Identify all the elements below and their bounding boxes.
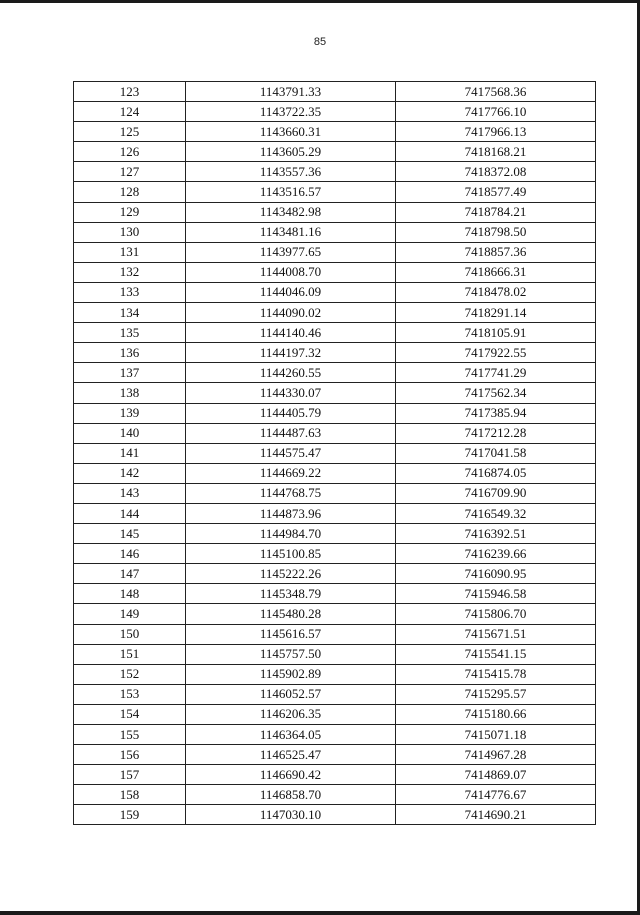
- coordinates-table-body: [74, 82, 596, 825]
- x-coordinate-cell: 1144140.46: [186, 323, 396, 343]
- table-row: [74, 262, 596, 282]
- point-number-cell: 155: [74, 725, 186, 745]
- point-number-cell: 149: [74, 604, 186, 624]
- table-row: [74, 745, 596, 765]
- point-number-cell: 142: [74, 463, 186, 483]
- point-number-cell: 151: [74, 644, 186, 664]
- y-coordinate-cell: 7418291.14: [396, 303, 596, 323]
- x-coordinate-cell: 1147030.10: [186, 805, 396, 825]
- point-number-cell: 129: [74, 202, 186, 222]
- table-row: [74, 704, 596, 724]
- table-row: [74, 142, 596, 162]
- table-row: [74, 725, 596, 745]
- point-number-cell: 158: [74, 785, 186, 805]
- x-coordinate-cell: 1146206.35: [186, 704, 396, 724]
- table-row: [74, 343, 596, 363]
- point-number-cell: 134: [74, 303, 186, 323]
- y-coordinate-cell: 7417766.10: [396, 102, 596, 122]
- y-coordinate-cell: 7418478.02: [396, 282, 596, 302]
- x-coordinate-cell: 1143605.29: [186, 142, 396, 162]
- table-row: [74, 82, 596, 102]
- x-coordinate-cell: 1144046.09: [186, 282, 396, 302]
- y-coordinate-cell: 7415806.70: [396, 604, 596, 624]
- table-row: [74, 584, 596, 604]
- coordinates-table: [73, 81, 596, 825]
- point-number-cell: 125: [74, 122, 186, 142]
- page-number: 85: [313, 36, 327, 48]
- x-coordinate-cell: 1144487.63: [186, 423, 396, 443]
- point-number-cell: 154: [74, 704, 186, 724]
- table-row: [74, 684, 596, 704]
- y-coordinate-cell: 7416239.66: [396, 544, 596, 564]
- table-row: [74, 524, 596, 544]
- point-number-cell: 145: [74, 524, 186, 544]
- table-row: [74, 503, 596, 523]
- table-row: [74, 363, 596, 383]
- table-row: [74, 182, 596, 202]
- point-number-cell: 137: [74, 363, 186, 383]
- point-number-cell: 138: [74, 383, 186, 403]
- x-coordinate-cell: 1146052.57: [186, 684, 396, 704]
- point-number-cell: 141: [74, 443, 186, 463]
- x-coordinate-cell: 1145480.28: [186, 604, 396, 624]
- point-number-cell: 159: [74, 805, 186, 825]
- y-coordinate-cell: 7417741.29: [396, 363, 596, 383]
- point-number-cell: 136: [74, 343, 186, 363]
- point-number-cell: 148: [74, 584, 186, 604]
- point-number-cell: 128: [74, 182, 186, 202]
- x-coordinate-cell: 1144090.02: [186, 303, 396, 323]
- x-coordinate-cell: 1145100.85: [186, 544, 396, 564]
- table-row: [74, 102, 596, 122]
- y-coordinate-cell: 7416392.51: [396, 524, 596, 544]
- x-coordinate-cell: 1144984.70: [186, 524, 396, 544]
- y-coordinate-cell: 7417568.36: [396, 82, 596, 102]
- point-number-cell: 146: [74, 544, 186, 564]
- point-number-cell: 133: [74, 282, 186, 302]
- y-coordinate-cell: 7418372.08: [396, 162, 596, 182]
- x-coordinate-cell: 1143722.35: [186, 102, 396, 122]
- y-coordinate-cell: 7417212.28: [396, 423, 596, 443]
- x-coordinate-cell: 1145902.89: [186, 664, 396, 684]
- x-coordinate-cell: 1144575.47: [186, 443, 396, 463]
- y-coordinate-cell: 7418577.49: [396, 182, 596, 202]
- point-number-cell: 130: [74, 222, 186, 242]
- y-coordinate-cell: 7417922.55: [396, 343, 596, 363]
- y-coordinate-cell: 7417966.13: [396, 122, 596, 142]
- y-coordinate-cell: 7418168.21: [396, 142, 596, 162]
- x-coordinate-cell: 1143481.16: [186, 222, 396, 242]
- table-row: [74, 222, 596, 242]
- x-coordinate-cell: 1145757.50: [186, 644, 396, 664]
- y-coordinate-cell: 7418105.91: [396, 323, 596, 343]
- x-coordinate-cell: 1144260.55: [186, 363, 396, 383]
- point-number-cell: 143: [74, 483, 186, 503]
- x-coordinate-cell: 1144330.07: [186, 383, 396, 403]
- table-row: [74, 383, 596, 403]
- y-coordinate-cell: 7415295.57: [396, 684, 596, 704]
- table-row: [74, 282, 596, 302]
- table-row: [74, 624, 596, 644]
- y-coordinate-cell: 7415071.18: [396, 725, 596, 745]
- table-row: [74, 644, 596, 664]
- table-row: [74, 423, 596, 443]
- y-coordinate-cell: 7418798.50: [396, 222, 596, 242]
- table-row: [74, 122, 596, 142]
- point-number-cell: 135: [74, 323, 186, 343]
- x-coordinate-cell: 1143482.98: [186, 202, 396, 222]
- table-row: [74, 785, 596, 805]
- x-coordinate-cell: 1144768.75: [186, 483, 396, 503]
- table-row: [74, 403, 596, 423]
- x-coordinate-cell: 1143660.31: [186, 122, 396, 142]
- y-coordinate-cell: 7415946.58: [396, 584, 596, 604]
- point-number-cell: 147: [74, 564, 186, 584]
- y-coordinate-cell: 7417562.34: [396, 383, 596, 403]
- y-coordinate-cell: 7415180.66: [396, 704, 596, 724]
- y-coordinate-cell: 7416090.95: [396, 564, 596, 584]
- y-coordinate-cell: 7414690.21: [396, 805, 596, 825]
- point-number-cell: 126: [74, 142, 186, 162]
- table-row: [74, 443, 596, 463]
- y-coordinate-cell: 7416549.32: [396, 503, 596, 523]
- table-row: [74, 765, 596, 785]
- table-row: [74, 303, 596, 323]
- y-coordinate-cell: 7414776.67: [396, 785, 596, 805]
- point-number-cell: 150: [74, 624, 186, 644]
- point-number-cell: 139: [74, 403, 186, 423]
- x-coordinate-cell: 1143557.36: [186, 162, 396, 182]
- x-coordinate-cell: 1143516.57: [186, 182, 396, 202]
- y-coordinate-cell: 7417041.58: [396, 443, 596, 463]
- x-coordinate-cell: 1144405.79: [186, 403, 396, 423]
- y-coordinate-cell: 7415541.15: [396, 644, 596, 664]
- point-number-cell: 127: [74, 162, 186, 182]
- table-row: [74, 564, 596, 584]
- x-coordinate-cell: 1144197.32: [186, 343, 396, 363]
- point-number-cell: 156: [74, 745, 186, 765]
- point-number-cell: 153: [74, 684, 186, 704]
- x-coordinate-cell: 1146690.42: [186, 765, 396, 785]
- x-coordinate-cell: 1144008.70: [186, 262, 396, 282]
- y-coordinate-cell: 7415415.78: [396, 664, 596, 684]
- x-coordinate-cell: 1146364.05: [186, 725, 396, 745]
- point-number-cell: 123: [74, 82, 186, 102]
- table-row: [74, 805, 596, 825]
- y-coordinate-cell: 7416874.05: [396, 463, 596, 483]
- y-coordinate-cell: 7415671.51: [396, 624, 596, 644]
- point-number-cell: 157: [74, 765, 186, 785]
- table-row: [74, 162, 596, 182]
- x-coordinate-cell: 1143977.65: [186, 242, 396, 262]
- x-coordinate-cell: 1145222.26: [186, 564, 396, 584]
- x-coordinate-cell: 1146858.70: [186, 785, 396, 805]
- table-row: [74, 323, 596, 343]
- y-coordinate-cell: 7414967.28: [396, 745, 596, 765]
- x-coordinate-cell: 1144669.22: [186, 463, 396, 483]
- y-coordinate-cell: 7414869.07: [396, 765, 596, 785]
- x-coordinate-cell: 1145348.79: [186, 584, 396, 604]
- x-coordinate-cell: 1143791.33: [186, 82, 396, 102]
- y-coordinate-cell: 7417385.94: [396, 403, 596, 423]
- x-coordinate-cell: 1146525.47: [186, 745, 396, 765]
- scan-border-bottom: [0, 911, 640, 915]
- table-row: [74, 463, 596, 483]
- point-number-cell: 132: [74, 262, 186, 282]
- y-coordinate-cell: 7418666.31: [396, 262, 596, 282]
- y-coordinate-cell: 7418784.21: [396, 202, 596, 222]
- scan-border-top: [0, 0, 640, 3]
- table-row: [74, 202, 596, 222]
- table-row: [74, 664, 596, 684]
- table-row: [74, 544, 596, 564]
- y-coordinate-cell: 7416709.90: [396, 483, 596, 503]
- point-number-cell: 131: [74, 242, 186, 262]
- point-number-cell: 140: [74, 423, 186, 443]
- table-row: [74, 242, 596, 262]
- x-coordinate-cell: 1144873.96: [186, 503, 396, 523]
- point-number-cell: 152: [74, 664, 186, 684]
- point-number-cell: 144: [74, 503, 186, 523]
- point-number-cell: 124: [74, 102, 186, 122]
- table-row: [74, 604, 596, 624]
- x-coordinate-cell: 1145616.57: [186, 624, 396, 644]
- table-row: [74, 483, 596, 503]
- y-coordinate-cell: 7418857.36: [396, 242, 596, 262]
